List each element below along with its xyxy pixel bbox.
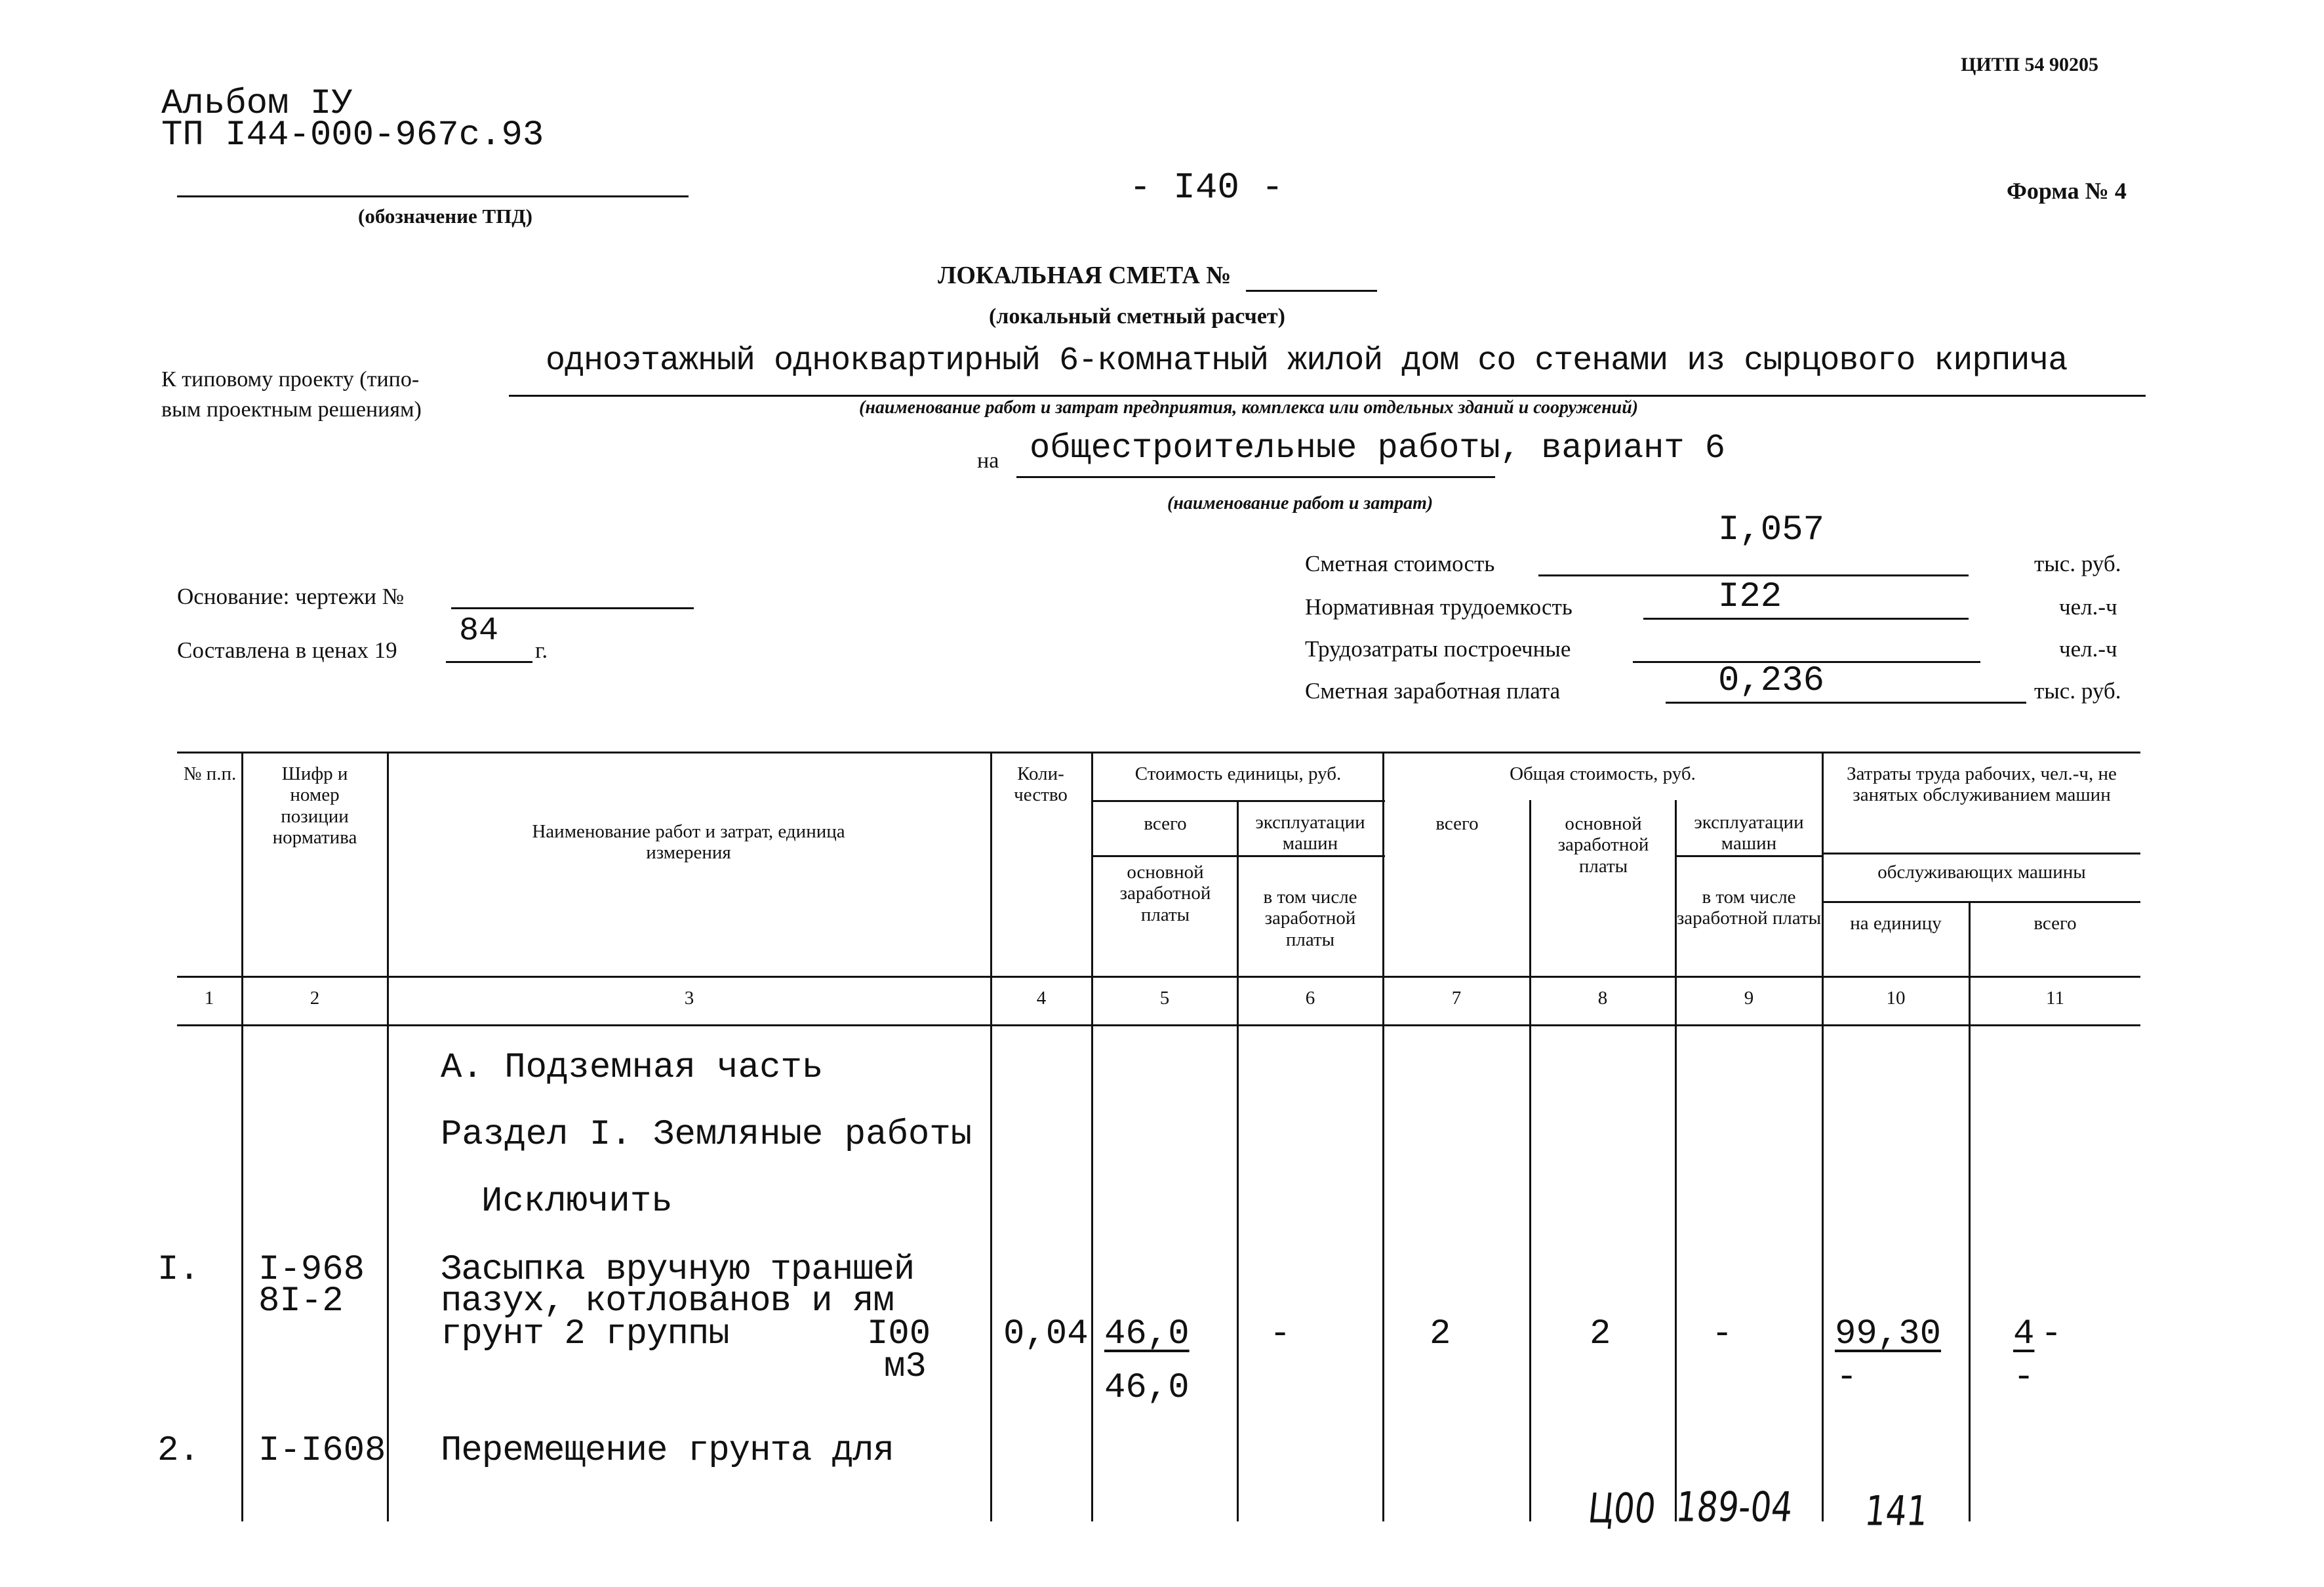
works-caption: (наименование работ и затрат) <box>1167 493 1433 513</box>
header-total: всего <box>1435 813 1479 834</box>
estimate-subtitle: (локальный сметный расчет) <box>989 304 1285 329</box>
handwritten-code-a: Ц00 <box>1586 1485 1658 1533</box>
header-labor-machines: обслуживающих машины <box>1877 862 2086 883</box>
estimate-title: ЛОКАЛЬНАЯ СМЕТА № <box>938 262 1232 289</box>
row-1-total-wage: 2 <box>1590 1314 1611 1354</box>
row-2-code: I-I608 <box>258 1431 386 1471</box>
prices-suffix: г. <box>535 637 548 663</box>
summary-unit-site-labor: чел.-ч <box>2059 636 2117 662</box>
column-number: 3 <box>684 988 694 1009</box>
summary-label-wage: Сметная заработная плата <box>1305 678 1561 704</box>
row-1-labor-total-machine: - <box>2013 1357 2035 1397</box>
album-code: ТП I44-000-967с.93 <box>161 115 544 155</box>
project-label-2: вым проектным решениям) <box>161 397 422 422</box>
header-labor-total: всего <box>2034 913 2077 934</box>
row-2-number: 2. <box>157 1431 200 1471</box>
drawings-line <box>451 607 694 609</box>
prices-label: Составлена в ценах 19 <box>177 637 397 663</box>
header-total-wage: основной заработной платы <box>1557 813 1649 877</box>
header-number: № п.п. <box>183 763 237 784</box>
header-total-cost: Общая стоимость, руб. <box>1510 763 1696 784</box>
header-code: Шифр и номер позиции норматива <box>272 763 357 849</box>
column-number: 6 <box>1305 988 1315 1009</box>
row-1-number: I. <box>157 1250 200 1290</box>
row-1-total-machine: - <box>1712 1314 1733 1354</box>
row-1-code: I-968 <box>258 1250 365 1290</box>
drawings-label: Основание: чертежи № <box>177 584 405 609</box>
row-1-total: 2 <box>1430 1314 1451 1354</box>
column-number: 1 <box>204 988 214 1009</box>
row-1-code-2: 8I-2 <box>258 1281 344 1321</box>
handwritten-page: 141 <box>1862 1487 1931 1535</box>
estimate-number-line <box>1246 290 1377 292</box>
row-1-unit-total: 46,0 <box>1104 1314 1190 1354</box>
summary-line-cost <box>1538 574 1969 576</box>
row-1-labor-unit-machine: - <box>1836 1357 1858 1397</box>
row-1-unit-1: I00 <box>867 1314 931 1354</box>
project-name-line <box>509 395 2146 397</box>
works-name: общестроительные работы, вариант 6 <box>1030 429 1725 468</box>
header-quantity: Коли-чество <box>1014 763 1068 806</box>
header-unit-total: всего <box>1144 813 1187 834</box>
summary-value-cost: I,057 <box>1718 510 1825 550</box>
prices-year: 84 <box>459 613 499 650</box>
summary-line-wage <box>1666 702 2026 704</box>
page-number: - I40 - <box>1129 167 1284 209</box>
header-unit-machine: эксплуатации машин <box>1255 812 1365 854</box>
header-unit-machine-wage: в том числе заработной платы <box>1263 887 1357 950</box>
summary-label-site-labor: Трудозатраты построечные <box>1305 636 1571 662</box>
column-number: 10 <box>1886 988 1906 1009</box>
column-number: 7 <box>1451 988 1462 1009</box>
exclude-label: Исключить <box>481 1182 673 1222</box>
row-1-unit-machine: - <box>1270 1314 1291 1354</box>
column-number: 2 <box>310 988 320 1009</box>
header-total-machine-wage: в том числе заработной платы <box>1676 887 1822 929</box>
summary-value-wage: 0,236 <box>1718 661 1825 701</box>
row-1-labor-unit: 99,30 <box>1835 1314 1942 1354</box>
tpd-line <box>177 195 689 197</box>
summary-label-labor: Нормативная трудоемкость <box>1305 594 1573 620</box>
handwritten-code-b: 189-04 <box>1673 1483 1795 1531</box>
header-labor: Затраты труда рабочих, чел.-ч, не занятых обслуживанием машин <box>1847 763 2117 806</box>
on-label: на <box>977 449 999 473</box>
header-total-machine: эксплуатации машин <box>1694 812 1804 854</box>
column-number: 8 <box>1597 988 1608 1009</box>
summary-unit-cost: тыс. руб. <box>2034 551 2121 576</box>
header-unit-wage: основной заработной платы <box>1119 862 1211 925</box>
section-a-heading: А. Подземная часть <box>441 1048 824 1088</box>
column-number: 5 <box>1159 988 1170 1009</box>
column-number: 4 <box>1036 988 1047 1009</box>
prices-line <box>446 661 532 663</box>
summary-unit-labor: чел.-ч <box>2059 594 2117 620</box>
row-1-unit-2: м3 <box>884 1347 927 1387</box>
tpd-caption: (обозначение ТПД) <box>358 205 532 228</box>
row-1-labor-total: 4 <box>2013 1314 2035 1354</box>
row-1-name-3: грунт 2 группы <box>441 1314 729 1354</box>
summary-value-labor: I22 <box>1718 577 1782 617</box>
row-1-labor-total-dash: - <box>2041 1314 2062 1354</box>
works-name-line <box>1016 476 1495 478</box>
column-number: 9 <box>1744 988 1754 1009</box>
row-1-quantity: 0,04 <box>1003 1314 1089 1354</box>
column-number: 11 <box>2046 988 2064 1009</box>
section-1-heading: Раздел I. Земляные работы <box>441 1115 972 1155</box>
header-name: Наименование работ и затрат, единица измерения <box>532 821 845 864</box>
project-label-1: К типовому проекту (типо- <box>161 367 420 392</box>
form-number: Форма № 4 <box>2007 178 2127 204</box>
project-name: одноэтажный одноквартирный 6-комнатный жилой дом со стенами из сырцового кирпича <box>546 342 2068 380</box>
summary-label-cost: Сметная стоимость <box>1305 551 1495 576</box>
row-1-unit-wage: 46,0 <box>1104 1368 1190 1408</box>
summary-unit-wage: тыс. руб. <box>2034 678 2121 704</box>
row-1-name-2: пазух, котлованов и ям <box>441 1281 894 1321</box>
album-title: Альбом IУ <box>161 84 353 124</box>
row-2-name-1: Перемещение грунта для <box>441 1431 894 1471</box>
summary-line-labor <box>1643 618 1969 620</box>
project-caption: (наименование работ и затрат предприятия, комплекса или отдельных зданий и сооружений) <box>859 397 1639 418</box>
header-unit-cost: Стоимость единицы, руб. <box>1134 763 1342 784</box>
row-1-name-1: Засыпка вручную траншей <box>441 1250 915 1290</box>
header-labor-unit: на единицу <box>1850 913 1942 934</box>
document-code: ЦИТП 54 90205 <box>1961 54 2099 75</box>
